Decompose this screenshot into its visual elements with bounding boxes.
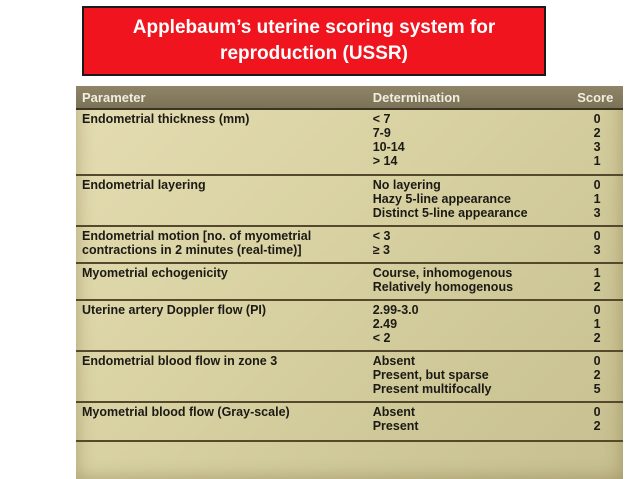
score-value: 0 [593, 178, 601, 192]
determination-line: Present, but sparse [372, 368, 489, 382]
parameter-line: Endometrial blood flow in zone 3 [82, 354, 278, 368]
determination-line: Relatively homogenous [372, 280, 514, 294]
table-header-row [76, 86, 623, 109]
parameter-line: Myometrial blood flow (Gray-scale) [82, 405, 290, 419]
score-cell [571, 109, 623, 175]
determination-line: Absent [372, 354, 416, 368]
parameter-cell [76, 351, 367, 402]
score-value: 0 [593, 405, 601, 419]
determination-line: Distinct 5-line appearance [372, 206, 528, 220]
determination-line: Absent [372, 405, 416, 419]
table-row [76, 109, 623, 175]
score-cell [571, 175, 623, 226]
score-value: 5 [593, 382, 601, 396]
determination-cell [367, 300, 572, 351]
scoring-table-photo [76, 86, 623, 479]
determination-line: 7-9 [372, 126, 391, 140]
parameter-cell [76, 263, 367, 300]
slide-title-box [82, 6, 546, 76]
score-value: 1 [593, 266, 601, 280]
score-cell [571, 300, 623, 351]
determination-line: 10-14 [372, 140, 405, 154]
determination-line: < 2 [372, 331, 391, 345]
determination-line: Present [372, 419, 419, 433]
header-score: Score [571, 86, 623, 109]
score-cell [571, 226, 623, 263]
score-value: 3 [593, 206, 601, 220]
score-value: 2 [593, 280, 601, 294]
parameter-cell [76, 402, 367, 441]
determination-line: No layering [372, 178, 441, 192]
slide-title-line-1: Applebaum’s uterine scoring system for [132, 17, 496, 38]
slide-title-line-2: reproduction (USSR) [220, 43, 408, 64]
parameter-line: Endometrial thickness (mm) [82, 112, 250, 126]
score-value: 2 [593, 126, 601, 140]
score-value: 2 [593, 368, 601, 382]
parameter-cell [76, 175, 367, 226]
parameter-cell [76, 300, 367, 351]
table-row [76, 263, 623, 300]
determination-line: Present multifocally [372, 382, 492, 396]
table-row [76, 402, 623, 441]
determination-line: Hazy 5-line appearance [372, 192, 511, 206]
table-row [76, 175, 623, 226]
table-row [76, 226, 623, 263]
determination-line: > 14 [372, 154, 398, 168]
parameter-cell [76, 109, 367, 175]
score-cell [571, 263, 623, 300]
parameter-line: Endometrial motion [no. of myometrial [82, 229, 312, 243]
determination-line: Course, inhomogenous [372, 266, 513, 280]
score-value: 0 [593, 303, 601, 317]
determination-cell [367, 402, 572, 441]
score-value: 3 [593, 243, 601, 257]
score-cell [571, 402, 623, 441]
parameter-line: Uterine artery Doppler flow (PI) [82, 303, 267, 317]
score-value: 0 [593, 229, 601, 243]
parameter-line: Myometrial echogenicity [82, 266, 228, 280]
score-value: 1 [593, 317, 601, 331]
determination-line: 2.49 [372, 317, 398, 331]
table-body [76, 109, 623, 441]
table-row [76, 300, 623, 351]
slide-title [94, 15, 534, 67]
parameter-cell [76, 226, 367, 263]
determination-cell [367, 226, 572, 263]
determination-line: 2.99-3.0 [372, 303, 419, 317]
determination-line: < 3 [372, 229, 391, 243]
score-value: 3 [593, 140, 601, 154]
table-row [76, 351, 623, 402]
determination-line: ≥ 3 [372, 243, 391, 257]
score-cell [571, 351, 623, 402]
score-value: 1 [593, 192, 601, 206]
determination-cell [367, 351, 572, 402]
score-value: 2 [593, 419, 601, 433]
scoring-table [76, 86, 623, 442]
parameter-line: Endometrial layering [82, 178, 206, 192]
header-parameter: Parameter [76, 86, 367, 109]
score-value: 0 [593, 354, 601, 368]
determination-cell [367, 263, 572, 300]
parameter-line: contractions in 2 minutes (real-time)] [82, 243, 302, 257]
determination-line: < 7 [372, 112, 391, 126]
determination-cell [367, 175, 572, 226]
score-value: 1 [593, 154, 601, 168]
score-value: 0 [593, 112, 601, 126]
score-value: 2 [593, 331, 601, 345]
determination-cell [367, 109, 572, 175]
header-determination: Determination [367, 86, 572, 109]
